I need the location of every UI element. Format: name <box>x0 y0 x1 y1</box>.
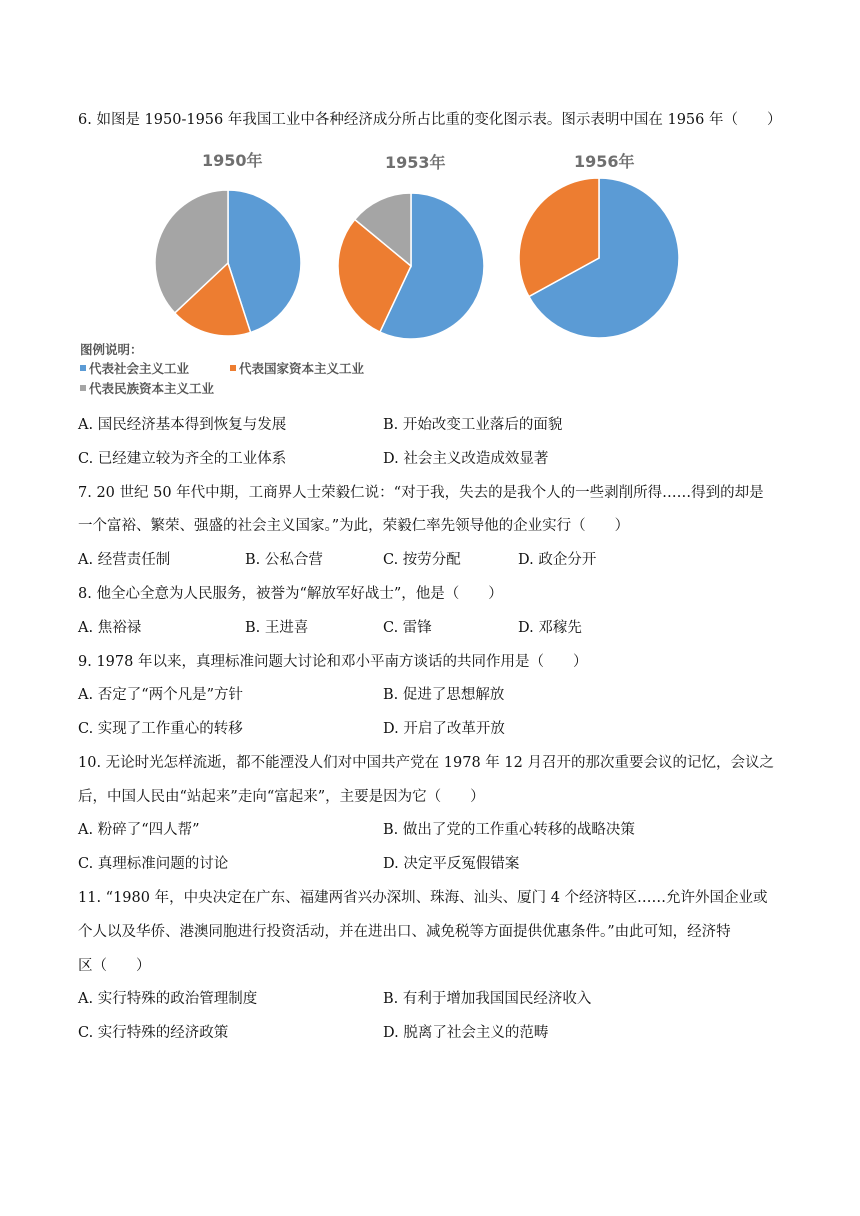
q10-option-b: B. 做出了党的工作重心转移的战略决策 <box>383 822 635 838</box>
legend-swatch-blue <box>80 365 86 371</box>
q11-stem-line1: 11. “1980 年，中央决定在广东、福建两省兴办深圳、珠海、汕头、厦门 4 个经济特区……允许外国企业或 <box>78 890 768 906</box>
q8-option-c: C. 雷锋 <box>383 620 432 636</box>
q11-option-c: C. 实行特殊的经济政策 <box>78 1025 229 1041</box>
pie-charts <box>0 0 860 360</box>
q6-stem: 6. 如图是 1950-1956 年我国工业中各种经济成分所占比重的变化图示表。图示表明中国在 1956 年（ ） <box>78 112 782 128</box>
q7-stem-line1: 7. 20 世纪 50 年代中期，工商界人士荣毅仁说：“对于我，失去的是我个人的一些剥削所得……得到的却是 <box>78 485 764 501</box>
q6-option-c: C. 已经建立较为齐全的工业体系 <box>78 451 287 467</box>
legend-swatch-gray <box>80 385 86 391</box>
q9-option-d: D. 开启了改革开放 <box>383 721 505 737</box>
q9-option-b: B. 促进了思想解放 <box>383 687 505 703</box>
q9-stem: 9. 1978 年以来，真理标准问题大讨论和邓小平南方谈话的共同作用是（ ） <box>78 654 588 670</box>
pie-title-1953: 1953年 <box>385 153 446 172</box>
q10-stem-line2: 后，中国人民由“站起来”走向“富起来”，主要是因为它（ ） <box>78 789 485 805</box>
legend-item-national-capitalist <box>80 381 214 397</box>
q6-option-b: B. 开始改变工业落后的面貌 <box>383 417 563 433</box>
q7-option-a: A. 经营责任制 <box>78 552 171 568</box>
legend-item-state-capitalist <box>230 361 364 377</box>
q8-option-d: D. 邓稼先 <box>518 620 582 636</box>
q11-option-a: A. 实行特殊的政治管理制度 <box>78 991 258 1007</box>
q8-stem: 8. 他全心全意为人民服务，被誉为“解放军好战士”，他是（ ） <box>78 586 503 602</box>
q10-option-c: C. 真理标准问题的讨论 <box>78 856 229 872</box>
legend-label: 代表民族资本主义工业 <box>89 381 215 396</box>
q11-stem-line3: 区（ ） <box>78 958 151 974</box>
q9-option-a: A. 否定了“两个凡是”方针 <box>78 687 244 703</box>
q11-stem-line2: 个人以及华侨、港澳同胞进行投资活动，并在进出口、减免税等方面提供优惠条件。”由此可知，经济特 <box>78 924 731 940</box>
q7-option-c: C. 按劳分配 <box>383 552 461 568</box>
q6-option-d: D. 社会主义改造成效显著 <box>383 451 549 467</box>
q7-option-b: B. 公私合营 <box>245 552 323 568</box>
legend-heading: 图例说明： <box>80 342 143 357</box>
legend-label: 代表国家资本主义工业 <box>239 361 365 376</box>
q10-stem-line1: 10. 无论时光怎样流逝，都不能湮没人们对中国共产党在 1978 年 12 月召开的那次重要会议的记忆，会议之 <box>78 755 774 771</box>
q7-option-d: D. 政企分开 <box>518 552 597 568</box>
q11-option-b: B. 有利于增加我国国民经济收入 <box>383 991 592 1007</box>
legend-item-socialist <box>80 361 189 377</box>
q6-option-a: A. 国民经济基本得到恢复与发展 <box>78 417 287 433</box>
q9-option-c: C. 实现了工作重心的转移 <box>78 721 243 737</box>
q10-option-a: A. 粉碎了“四人帮” <box>78 822 200 838</box>
pie-title-1956: 1956年 <box>574 152 635 171</box>
q8-option-a: A. 焦裕禄 <box>78 620 142 636</box>
q10-option-d: D. 决定平反冤假错案 <box>383 856 520 872</box>
q11-option-d: D. 脱离了社会主义的范畴 <box>383 1025 549 1041</box>
q7-stem-line2: 一个富裕、繁荣、强盛的社会主义国家。”为此，荣毅仁率先领导他的企业实行（ ） <box>78 518 630 534</box>
pie-title-1950: 1950年 <box>202 151 263 170</box>
legend-label: 代表社会主义工业 <box>89 361 190 376</box>
q8-option-b: B. 王进喜 <box>245 620 309 636</box>
legend-swatch-orange <box>230 365 236 371</box>
